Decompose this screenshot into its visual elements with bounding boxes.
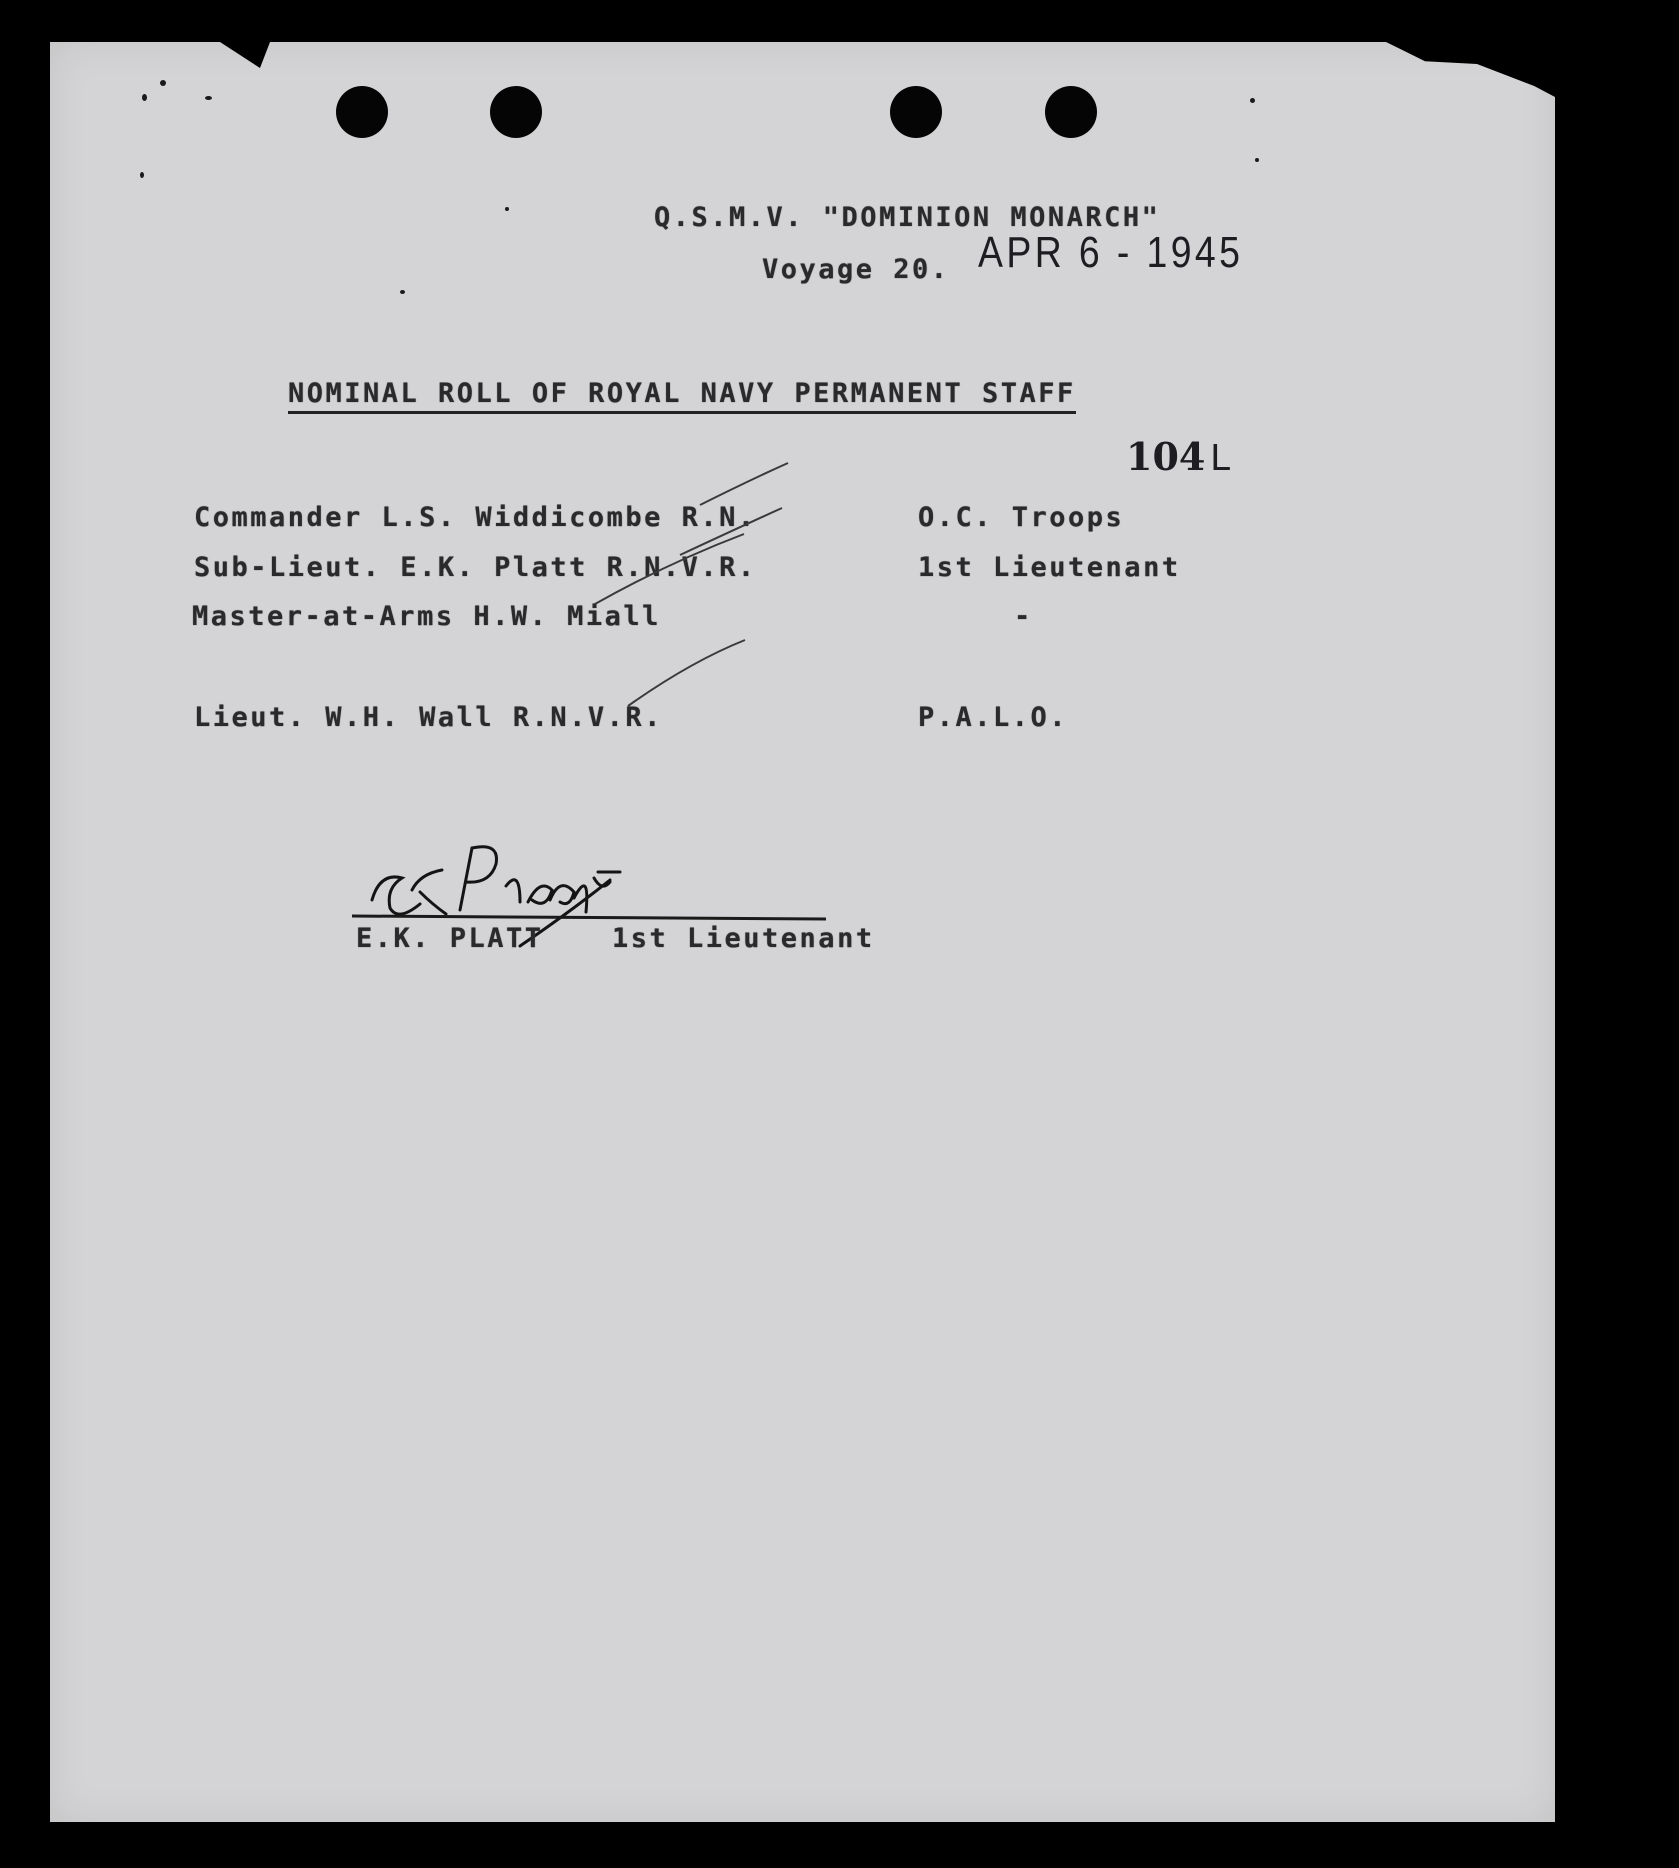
roll-entry-role: - (1014, 601, 1033, 632)
roll-entry-role: O.C. Troops (918, 502, 1125, 533)
folio-mark: L (1210, 438, 1231, 479)
folio-number: 104 (1126, 434, 1206, 479)
roll-entry-name: Sub-Lieut. E.K. Platt R.N.V.R. (194, 552, 757, 583)
signatory-rank: 1st Lieutenant (612, 923, 875, 954)
roll-entry-role: 1st Lieutenant (918, 552, 1181, 583)
date-stamp: APR 6 - 1945 (978, 228, 1244, 277)
roll-entry-name: Lieut. W.H. Wall R.N.V.R. (194, 702, 663, 733)
ship-name-line: Q.S.M.V. "DOMINION MONARCH" (654, 202, 1161, 233)
signatory-name: E.K. PLATT (356, 923, 544, 954)
roll-entry-name: Commander L.S. Widdicombe R.N. (194, 502, 757, 533)
roll-entry-role: P.A.L.O. (918, 702, 1069, 733)
document-page (50, 42, 1555, 1822)
page-title: NOMINAL ROLL OF ROYAL NAVY PERMANENT STAFF (288, 378, 1076, 414)
roll-entry-name: Master-at-Arms H.W. Miall (192, 601, 661, 632)
voyage-line: Voyage 20. (762, 254, 950, 285)
